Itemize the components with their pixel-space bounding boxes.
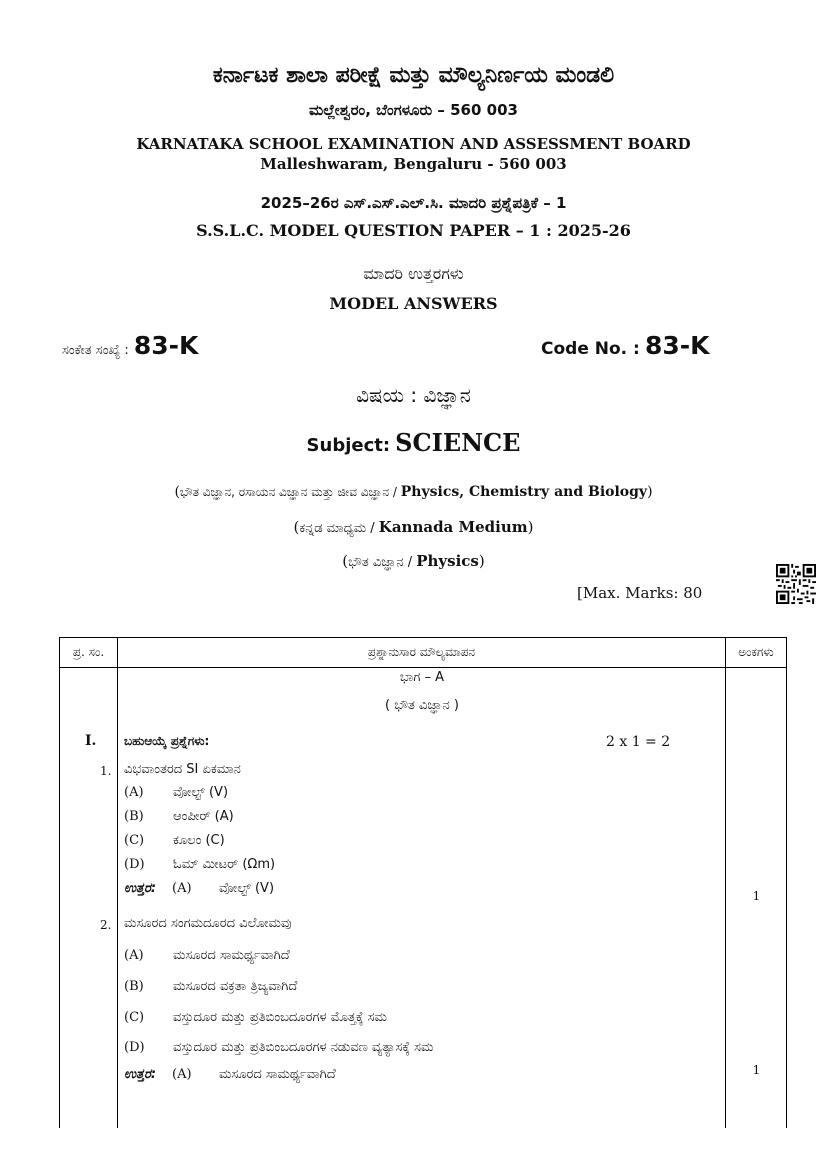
question-2-option-d-key: (D) — [124, 1040, 145, 1055]
question-1-option-c-key: (C) — [124, 833, 145, 848]
section-marks: 2 x 1 = 2 — [606, 734, 671, 750]
question-2-text: ಮಸೂರದ ಸಂಗಮದೂರದ ವಿಲೋಮವು — [124, 916, 292, 931]
board-name-kannada: ಕರ್ನಾಟಕ ಶಾಲಾ ಪರೀಕ್ಷೆ ಮತ್ತು ಮೌಲ್ಯನಿರ್ಣಯ ಮಂಡಲಿ — [212, 63, 615, 88]
question-1-option-b-key: (B) — [124, 809, 144, 824]
part-subtitle: ( ಭೌತ ವಿಜ್ಞಾನ ) — [385, 698, 459, 713]
question-number-column — [60, 668, 118, 1129]
model-answers-english: MODEL ANSWERS — [329, 294, 498, 313]
question-1-marks: 1 — [752, 889, 761, 903]
table-row — [60, 668, 787, 1129]
subject-english — [0, 428, 827, 457]
section-english: Physics — [416, 552, 479, 570]
section-kannada: ಭೌತ ವಿಜ್ಞಾನ / — [348, 555, 417, 570]
evaluation-column — [118, 668, 726, 1129]
question-1-option-a: ವೋಲ್ಟ್ (V) — [173, 785, 229, 800]
section-line — [0, 552, 827, 570]
branches-line — [0, 484, 827, 500]
question-2-option-b: ಮಸೂರದ ವಕ್ರತಾ ತ್ರಿಜ್ಯವಾಗಿದೆ — [173, 979, 298, 994]
branches-kannada: ಭೌತ ವಿಜ್ಞಾನ, ರಸಾಯನ ವಿಜ್ಞಾನ ಮತ್ತು ಜೀವ ವಿಜ್ಞಾನ / — [179, 485, 401, 499]
address-english: Malleshwaram, Bengaluru - 560 003 — [260, 155, 567, 173]
section-number: I. — [85, 733, 97, 749]
question-1-option-a-key: (A) — [124, 785, 144, 800]
section-title: ಬಹುಆಯ್ಕೆ ಪ್ರಶ್ನೆಗಳು: — [124, 734, 210, 748]
medium-line — [0, 518, 827, 536]
code-label-kannada: ಸಂಕೇತ ಸಂಖ್ಯೆ : — [62, 343, 129, 358]
subject-kannada: ವಿಷಯ : ವಿಜ್ಞಾನ — [356, 383, 471, 407]
question-1-option-d-key: (D) — [124, 857, 145, 872]
question-1-answer-text: ವೋಲ್ಟ್ (V) — [219, 881, 275, 896]
question-1-option-d: ಓಮ್ ಮೀಟರ್ (Ωm) — [173, 857, 276, 872]
code-number-kannada — [62, 331, 198, 360]
address-kannada: ಮಲ್ಲೇಶ್ವರಂ, ಬೆಂಗಳೂರು – 560 003 — [309, 101, 518, 119]
max-marks: [Max. Marks: 80 — [577, 584, 703, 602]
paper-title-kannada: 2025–26ರ ಎಸ್.ಎಸ್.ಎಲ್.ಸಿ. ಮಾದರಿ ಪ್ರಶ್ನೆಪತ್ರಿಕೆ – 1 — [260, 194, 567, 212]
question-2-option-a: ಮಸೂರದ ಸಾಮರ್ಥ್ಯವಾಗಿದೆ — [173, 948, 290, 963]
question-1-text: ವಿಭವಾಂತರದ SI ಏಕಮಾನ — [124, 762, 241, 777]
question-2-number: 2. — [100, 918, 112, 932]
code-number-english — [541, 331, 710, 360]
code-label-english: Code No. : — [541, 339, 640, 359]
section-close-paren: ) — [478, 552, 485, 570]
question-2-option-b-key: (B) — [124, 979, 144, 994]
column-header-marks: ಅಂಕಗಳು — [726, 638, 787, 668]
medium-kannada: ಕನ್ನಡ ಮಾಧ್ಯಮ / — [299, 521, 379, 536]
question-2-option-d: ವಸ್ತುದೂರ ಮತ್ತು ಪ್ರತಿಬಿಂಬದೂರಗಳ ನಡುವಣ ವ್ಯತ್ಯಾಸಕ್ಕೆ ಸಮ — [173, 1040, 434, 1055]
question-2-answer-label: ಉತ್ತರ: — [124, 1067, 157, 1082]
question-2-answer-text: ಮಸೂರದ ಸಾಮರ್ಥ್ಯವಾಗಿದೆ — [219, 1067, 336, 1082]
code-value: 83-K — [133, 331, 199, 360]
question-1-option-c: ಕೂಲಂ (C) — [173, 833, 225, 848]
question-1-answer-label: ಉತ್ತರ: — [124, 881, 157, 896]
question-2-answer-key: (A) — [172, 1067, 192, 1082]
branches-close-paren: ) — [647, 484, 653, 500]
marks-column — [726, 668, 787, 1129]
branches-open-paren: ( — [174, 484, 180, 500]
question-1-option-b: ಆಂಪೀರ್ (A) — [173, 809, 234, 824]
question-2-option-a-key: (A) — [124, 948, 144, 963]
subject-label: Subject: — [306, 435, 391, 456]
column-header-evaluation: ಪ್ರಶ್ನಾನುಸಾರ ಮೌಲ್ಯಮಾಪನ — [118, 638, 726, 668]
medium-open-paren: ( — [293, 518, 300, 536]
medium-close-paren: ) — [527, 518, 534, 536]
qr-code-icon — [776, 564, 816, 604]
column-header-question-number: ಪ್ರ. ಸಂ. — [60, 638, 118, 668]
question-2-option-c-key: (C) — [124, 1010, 145, 1025]
question-2-option-c: ವಸ್ತುದೂರ ಮತ್ತು ಪ್ರತಿಬಿಂಬದೂರಗಳ ಮೊತ್ತಕ್ಕೆ ಸಮ — [173, 1010, 387, 1025]
model-answers-kannada: ಮಾದರಿ ಉತ್ತರಗಳು — [363, 264, 464, 283]
board-name-english: KARNATAKA SCHOOL EXAMINATION AND ASSESSMENT BOARD — [136, 135, 691, 153]
paper-title-english: S.S.L.C. MODEL QUESTION PAPER – 1 : 2025-26 — [196, 221, 631, 240]
question-1-number: 1. — [100, 764, 112, 778]
code-value-english: 83-K — [644, 331, 710, 360]
branches-english: Physics, Chemistry and Biology — [400, 484, 648, 500]
question-2-marks: 1 — [752, 1063, 761, 1077]
question-1-answer-key: (A) — [172, 881, 192, 896]
subject-value: SCIENCE — [395, 428, 521, 457]
medium-english: Kannada Medium — [378, 518, 528, 536]
answer-table — [59, 637, 787, 1128]
section-open-paren: ( — [342, 552, 349, 570]
part-title: ಭಾಗ – A — [399, 670, 445, 685]
table-header-row — [60, 638, 787, 668]
